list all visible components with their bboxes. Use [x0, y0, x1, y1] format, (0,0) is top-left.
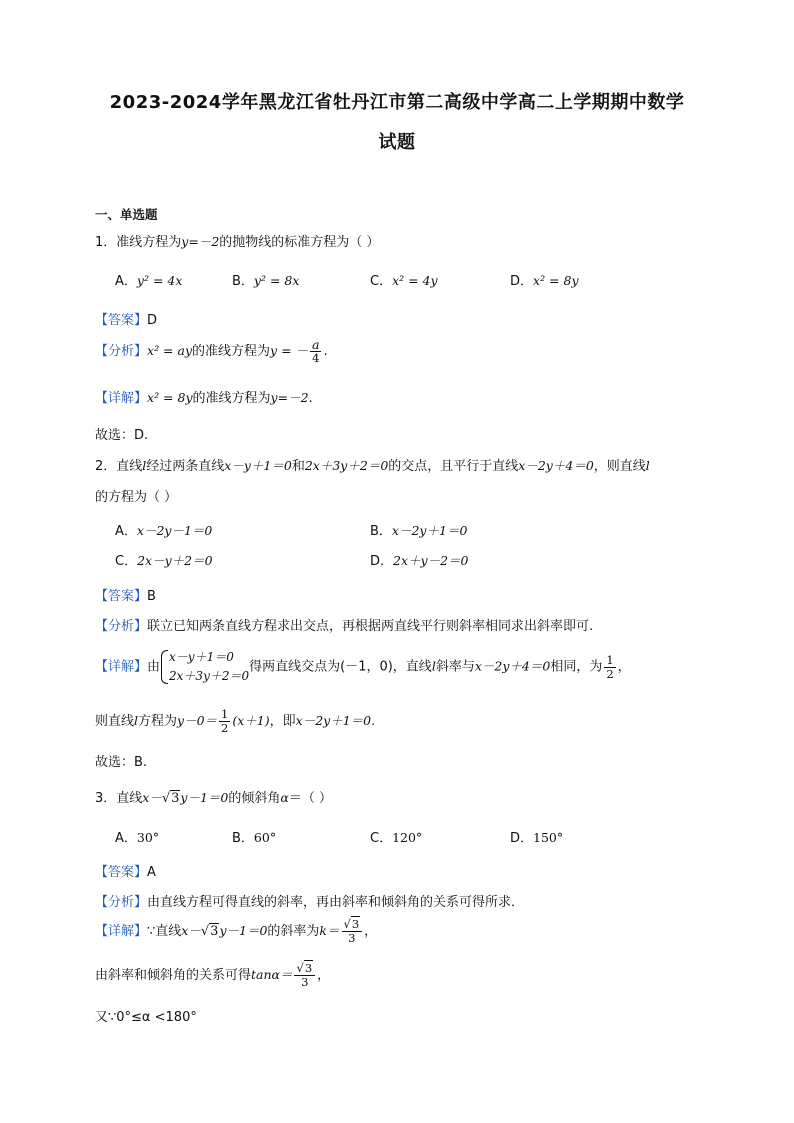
q3-detail-line2: 由斜率和倾斜角的关系可得tanα＝ $\frac{√3}{3}$ ， — [95, 961, 331, 989]
q3-option-c: C．120° — [370, 830, 423, 846]
q1-analysis: 【分析】x² = ay的准线方程为y = － $\frac{a}{4}$ . — [95, 337, 328, 365]
q1-conclusion: 故选：D. — [95, 428, 149, 443]
q3-analysis: 【分析】由直线方程可得直线的斜率，再由斜率和倾斜角的关系可得所求． — [95, 895, 525, 910]
q2-detail: 【详解】由 x－y＋1＝0 2x＋3y＋2＝0 得两直线交点为(－1，0)，直线l斜率与x－2y＋4＝0相同，为 $\frac{1}{2}$ ， — [95, 648, 631, 686]
q1-option-c: C．x² = 4y — [370, 273, 438, 289]
q1-stem: 1．准线方程为y=－2的抛物线的标准方程为（ ） — [95, 234, 380, 250]
q2-detail-line2: 则直线l方程为y－0＝ $\frac{1}{2}$ (x＋1)，即x－2y＋1＝0. — [95, 707, 376, 735]
q2-stem: 2．直线l经过两条直线x－y＋1＝0和2x＋3y＋2＝0的交点，且平行于直线x－2y＋4＝0，则直线l — [95, 458, 650, 474]
q2-option-d: D．2x＋y－2＝0 — [370, 553, 469, 569]
q3-option-b: B．60° — [232, 830, 277, 846]
q1-option-d: D．x² = 8y — [510, 273, 579, 289]
q2-option-b: B．x－2y＋1＝0 — [370, 523, 468, 539]
q2-conclusion: 故选：B. — [95, 755, 148, 770]
q2-answer: 【答案】B — [95, 589, 156, 604]
document-title-line2: 试题 — [378, 132, 416, 153]
q2-analysis: 【分析】联立已知两条直线方程求出交点，再根据两直线平行则斜率相同求出斜率即可. — [95, 619, 594, 634]
q1-option-b: B．y² = 8x — [232, 273, 300, 289]
q2-stem-cont: 的方程为（ ） — [95, 490, 178, 505]
q2-option-a: A．x－2y－1＝0 — [115, 523, 213, 539]
q1-answer: 【答案】D — [95, 313, 158, 328]
equation-system: x－y＋1＝0 2x＋3y＋2＝0 — [160, 648, 249, 686]
section-heading: 一、单选题 — [95, 207, 158, 222]
q1-option-a: A．y² = 4x — [115, 273, 183, 289]
q3-option-d: D．150° — [510, 830, 564, 846]
q3-detail-line3: 又∵0°≤α <180° — [95, 1010, 197, 1025]
q1-detail: 【详解】x² = 8y的准线方程为y=－2. — [95, 390, 313, 406]
q3-answer: 【答案】A — [95, 865, 156, 880]
q3-detail: 【详解】∵直线x－√3y－1＝0的斜率为k＝ $\frac{√3}{3}$ ， — [95, 917, 378, 945]
q2-option-c: C．2x－y＋2＝0 — [115, 553, 213, 569]
document-title: 2023-2024学年黑龙江省牡丹江市第二高级中学高二上学期期中数学 — [109, 92, 685, 113]
q3-stem: 3．直线x－√3y－1＝0的倾斜角α＝（ ） — [95, 790, 332, 806]
q3-option-a: A．30° — [115, 830, 160, 846]
